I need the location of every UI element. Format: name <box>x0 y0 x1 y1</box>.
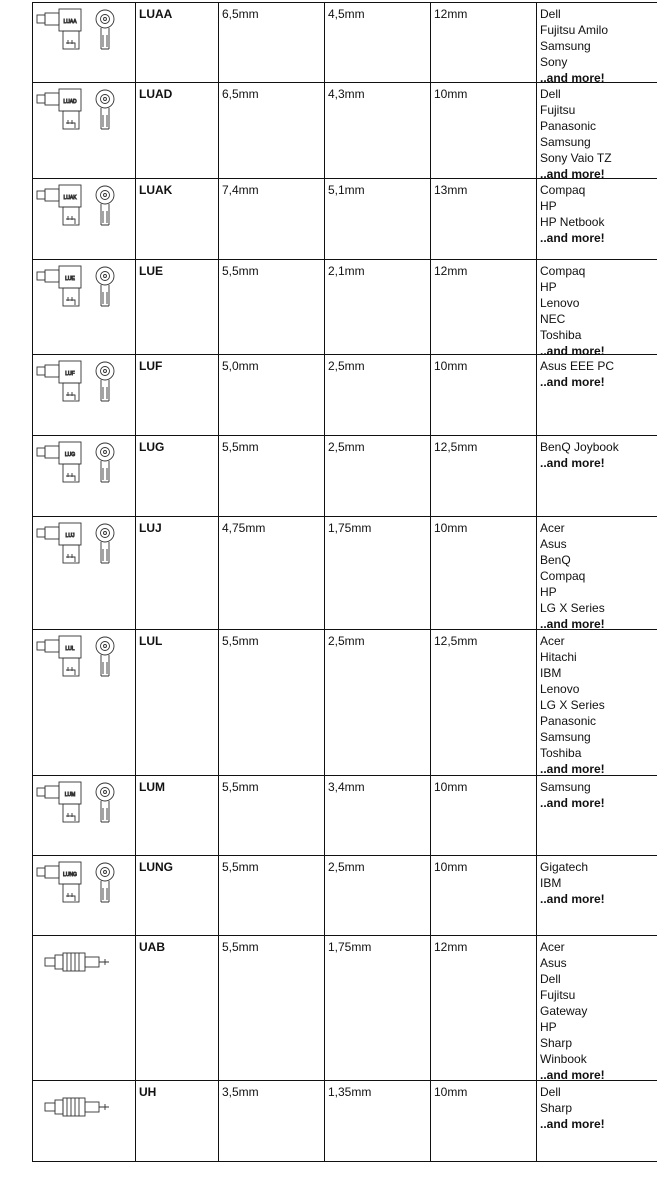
inner-diameter-cell <box>324 517 430 629</box>
plug-image-cell <box>32 936 135 1080</box>
outer-diameter: 5,5mm <box>222 780 259 794</box>
plug-length-cell <box>430 260 536 354</box>
outer-diameter-cell <box>218 260 324 354</box>
inner-diameter-cell <box>324 355 430 435</box>
brand-item: Dell <box>540 87 561 101</box>
brand-item: Asus <box>540 537 567 551</box>
plug-tip-label: LUAK <box>63 195 77 201</box>
plug-length: 10mm <box>434 1085 468 1099</box>
and-more-label: ..and more! <box>540 617 605 631</box>
outer-diameter: 5,5mm <box>222 940 259 954</box>
brand-item: BenQ Joybook <box>540 440 619 454</box>
plug-tip-label: LUJ <box>65 533 75 539</box>
compatible-brands-cell <box>536 776 657 855</box>
inner-diameter-cell <box>324 936 430 1080</box>
plug-length-cell <box>430 83 536 178</box>
outer-diameter: 5,5mm <box>222 440 259 454</box>
and-more-label: ..and more! <box>540 167 605 181</box>
brand-item: HP <box>540 280 557 294</box>
plug-diagram <box>35 860 131 908</box>
outer-diameter: 7,4mm <box>222 183 259 197</box>
brand-item: Gigatech <box>540 860 589 874</box>
brand-item: Compaq <box>540 569 586 583</box>
brand-item: Sony <box>540 55 568 69</box>
plug-image-cell <box>32 260 135 354</box>
plug-length: 10mm <box>434 359 468 373</box>
connector-code-cell <box>135 936 218 1080</box>
outer-diameter-cell <box>218 517 324 629</box>
table-row <box>32 629 657 775</box>
inner-diameter-cell <box>324 3 430 82</box>
and-more-label: ..and more! <box>540 796 605 810</box>
compatible-brands-cell <box>536 856 657 935</box>
plug-length: 12mm <box>434 7 468 21</box>
brand-item: Asus <box>540 956 567 970</box>
outer-diameter: 4,75mm <box>222 521 266 535</box>
connector-code: LUJ <box>139 521 162 535</box>
plug-tip-label: LUNG <box>63 872 77 878</box>
inner-diameter-cell <box>324 776 430 855</box>
connector-code: UH <box>139 1085 157 1099</box>
compatible-brands-cell <box>536 260 657 358</box>
connector-code-cell <box>135 517 218 629</box>
plug-image-cell <box>32 179 135 259</box>
brand-item: Hitachi <box>540 650 577 664</box>
brand-item: Acer <box>540 940 565 954</box>
plug-length-cell <box>430 436 536 516</box>
plug-length: 12mm <box>434 940 468 954</box>
inner-diameter: 2,5mm <box>328 634 365 648</box>
inner-diameter: 5,1mm <box>328 183 365 197</box>
outer-diameter-cell <box>218 355 324 435</box>
and-more-label: ..and more! <box>540 762 605 776</box>
brand-item: LG X Series <box>540 601 605 615</box>
brand-item: Asus EEE PC <box>540 359 615 373</box>
table-row <box>32 82 657 181</box>
brand-list <box>540 439 619 471</box>
brand-item: Lenovo <box>540 682 580 696</box>
plug-length: 10mm <box>434 860 468 874</box>
plug-image-cell <box>32 436 135 516</box>
plug-image-cell <box>32 83 135 178</box>
plug-diagram <box>35 87 131 135</box>
compatible-brands-cell <box>536 355 657 435</box>
compatible-brands-cell <box>536 179 657 259</box>
and-more-label: ..and more! <box>540 71 605 85</box>
connector-code: LUM <box>139 780 165 794</box>
brand-item: Acer <box>540 521 565 535</box>
outer-diameter-cell <box>218 3 324 82</box>
and-more-label: ..and more! <box>540 1117 605 1131</box>
and-more-label: ..and more! <box>540 1068 605 1082</box>
plug-image-cell <box>32 630 135 775</box>
plug-diagram <box>35 940 131 988</box>
outer-diameter: 5,5mm <box>222 264 259 278</box>
connector-code-cell <box>135 1081 218 1161</box>
brand-item: Sharp <box>540 1036 573 1050</box>
inner-diameter-cell <box>324 260 430 354</box>
brand-item: Fujitsu <box>540 988 576 1002</box>
plug-length-cell <box>430 517 536 629</box>
and-more-label: ..and more! <box>540 892 605 906</box>
plug-diagram <box>35 7 131 55</box>
table-row <box>32 775 657 855</box>
plug-tip-label: LUM <box>64 792 76 798</box>
brand-item: IBM <box>540 666 562 680</box>
inner-diameter: 4,5mm <box>328 7 365 21</box>
table-row <box>32 2 657 85</box>
connector-code-cell <box>135 355 218 435</box>
brand-list <box>540 6 608 86</box>
inner-diameter: 2,5mm <box>328 860 365 874</box>
plug-length-cell <box>430 776 536 855</box>
outer-diameter-cell <box>218 776 324 855</box>
outer-diameter-cell <box>218 436 324 516</box>
table-row <box>32 516 657 629</box>
plug-length: 13mm <box>434 183 468 197</box>
brand-item: NEC <box>540 312 566 326</box>
connector-code: LUL <box>139 634 163 648</box>
brand-item: HP <box>540 199 557 213</box>
inner-diameter: 1,75mm <box>328 940 372 954</box>
outer-diameter: 5,5mm <box>222 860 259 874</box>
table-row <box>32 855 657 935</box>
plug-length: 10mm <box>434 521 468 535</box>
outer-diameter: 5,5mm <box>222 634 259 648</box>
brand-item: Fujitsu <box>540 103 576 117</box>
brand-item: Dell <box>540 972 561 986</box>
brand-item: HP <box>540 585 557 599</box>
outer-diameter-cell <box>218 630 324 775</box>
connector-code-cell <box>135 83 218 178</box>
plug-tip-label: LUF <box>65 371 75 377</box>
inner-diameter-cell <box>324 630 430 775</box>
brand-item: Samsung <box>540 730 591 744</box>
connector-code: LUE <box>139 264 163 278</box>
brand-item: HP <box>540 1020 557 1034</box>
brand-item: Samsung <box>540 780 591 794</box>
table-row <box>32 259 657 358</box>
plug-tip-label: LUAA <box>63 19 77 25</box>
plug-diagram <box>35 521 131 569</box>
brand-item: BenQ <box>540 553 571 567</box>
inner-diameter: 1,35mm <box>328 1085 372 1099</box>
and-more-label: ..and more! <box>540 344 605 358</box>
inner-diameter: 2,5mm <box>328 359 365 373</box>
compatible-brands-cell <box>536 3 657 85</box>
plug-length-cell <box>430 355 536 435</box>
brand-item: IBM <box>540 876 562 890</box>
plug-image-cell <box>32 776 135 855</box>
outer-diameter-cell <box>218 856 324 935</box>
and-more-label: ..and more! <box>540 231 605 245</box>
inner-diameter: 4,3mm <box>328 87 365 101</box>
plug-tip-label: LUE <box>65 276 75 282</box>
plug-image-cell <box>32 355 135 435</box>
connector-code-cell <box>135 3 218 82</box>
outer-diameter: 5,0mm <box>222 359 259 373</box>
brand-list <box>540 779 605 811</box>
plug-image-cell <box>32 3 135 82</box>
inner-diameter: 3,4mm <box>328 780 365 794</box>
brand-item: Sharp <box>540 1101 573 1115</box>
brand-item: Panasonic <box>540 714 597 728</box>
brand-item: LG X Series <box>540 698 605 712</box>
brand-item: Dell <box>540 7 561 21</box>
plug-tip-label: LUG <box>64 452 76 458</box>
outer-diameter-cell <box>218 83 324 178</box>
plug-image-cell <box>32 856 135 935</box>
plug-length-cell <box>430 856 536 935</box>
brand-item: Samsung <box>540 135 591 149</box>
plug-diagram <box>35 440 131 488</box>
plug-length-cell <box>430 936 536 1080</box>
connector-code: LUAD <box>139 87 173 101</box>
brand-list <box>540 939 605 1083</box>
brand-item: Dell <box>540 1085 561 1099</box>
connector-code: LUF <box>139 359 163 373</box>
brand-list <box>540 182 605 246</box>
brand-item: Fujitsu Amilo <box>540 23 609 37</box>
connector-code: LUG <box>139 440 165 454</box>
connector-code-cell <box>135 260 218 354</box>
brand-item: Samsung <box>540 39 591 53</box>
plug-tip-label: LUAD <box>63 99 77 105</box>
compatible-brands-cell <box>536 517 657 629</box>
table-row <box>32 354 657 435</box>
inner-diameter-cell <box>324 179 430 259</box>
brand-list <box>540 520 605 632</box>
plug-length: 10mm <box>434 87 468 101</box>
compatible-brands-cell <box>536 936 657 1080</box>
plug-diagram <box>35 359 131 407</box>
brand-item: Acer <box>540 634 565 648</box>
inner-diameter-cell <box>324 856 430 935</box>
brand-item: Toshiba <box>540 746 582 760</box>
brand-item: Sony Vaio TZ <box>540 151 612 165</box>
inner-diameter-cell <box>324 1081 430 1161</box>
plug-length: 12,5mm <box>434 440 478 454</box>
inner-diameter-cell <box>324 436 430 516</box>
plug-diagram <box>35 264 131 312</box>
brand-item: Gateway <box>540 1004 588 1018</box>
connector-code: LUNG <box>139 860 173 874</box>
outer-diameter: 3,5mm <box>222 1085 259 1099</box>
connector-code: UAB <box>139 940 165 954</box>
plug-diagram <box>35 183 131 231</box>
brand-list <box>540 1084 605 1132</box>
connector-code-cell <box>135 630 218 775</box>
table-row <box>32 1080 657 1162</box>
table-row <box>32 935 657 1080</box>
inner-diameter: 1,75mm <box>328 521 372 535</box>
plug-length: 10mm <box>434 780 468 794</box>
plug-length-cell <box>430 1081 536 1161</box>
plug-image-cell <box>32 517 135 629</box>
plug-length: 12,5mm <box>434 634 478 648</box>
and-more-label: ..and more! <box>540 456 605 470</box>
brand-item: Panasonic <box>540 119 597 133</box>
table-row <box>32 178 657 259</box>
inner-diameter: 2,1mm <box>328 264 365 278</box>
plug-length-cell <box>430 630 536 775</box>
brand-list <box>540 358 614 390</box>
plug-length-cell <box>430 3 536 82</box>
brand-item: Compaq <box>540 264 586 278</box>
compatible-brands-cell <box>536 630 657 775</box>
brand-item: Lenovo <box>540 296 580 310</box>
compatible-brands-cell <box>536 1081 657 1161</box>
inner-diameter-cell <box>324 83 430 178</box>
brand-list <box>540 86 612 182</box>
outer-diameter: 6,5mm <box>222 87 259 101</box>
outer-diameter-cell <box>218 936 324 1080</box>
brand-item: HP Netbook <box>540 215 605 229</box>
plug-diagram <box>35 1085 131 1133</box>
compatible-brands-cell <box>536 436 657 516</box>
brand-list <box>540 633 605 777</box>
connector-code-cell <box>135 179 218 259</box>
inner-diameter: 2,5mm <box>328 440 365 454</box>
plug-tip-label: LUL <box>65 646 75 652</box>
brand-item: Compaq <box>540 183 586 197</box>
connector-code: LUAA <box>139 7 173 21</box>
outer-diameter: 6,5mm <box>222 7 259 21</box>
connector-code-cell <box>135 776 218 855</box>
table-row <box>32 435 657 516</box>
plug-diagram <box>35 780 131 828</box>
plug-image-cell <box>32 1081 135 1161</box>
outer-diameter-cell <box>218 179 324 259</box>
compatible-brands-cell <box>536 83 657 181</box>
outer-diameter-cell <box>218 1081 324 1161</box>
connector-code-cell <box>135 436 218 516</box>
plug-length: 12mm <box>434 264 468 278</box>
plug-diagram <box>35 634 131 682</box>
connector-code-cell <box>135 856 218 935</box>
connector-code: LUAK <box>139 183 173 197</box>
brand-list <box>540 859 605 907</box>
brand-item: Winbook <box>540 1052 587 1066</box>
brand-item: Toshiba <box>540 328 582 342</box>
and-more-label: ..and more! <box>540 375 605 389</box>
brand-list <box>540 263 605 359</box>
plug-length-cell <box>430 179 536 259</box>
